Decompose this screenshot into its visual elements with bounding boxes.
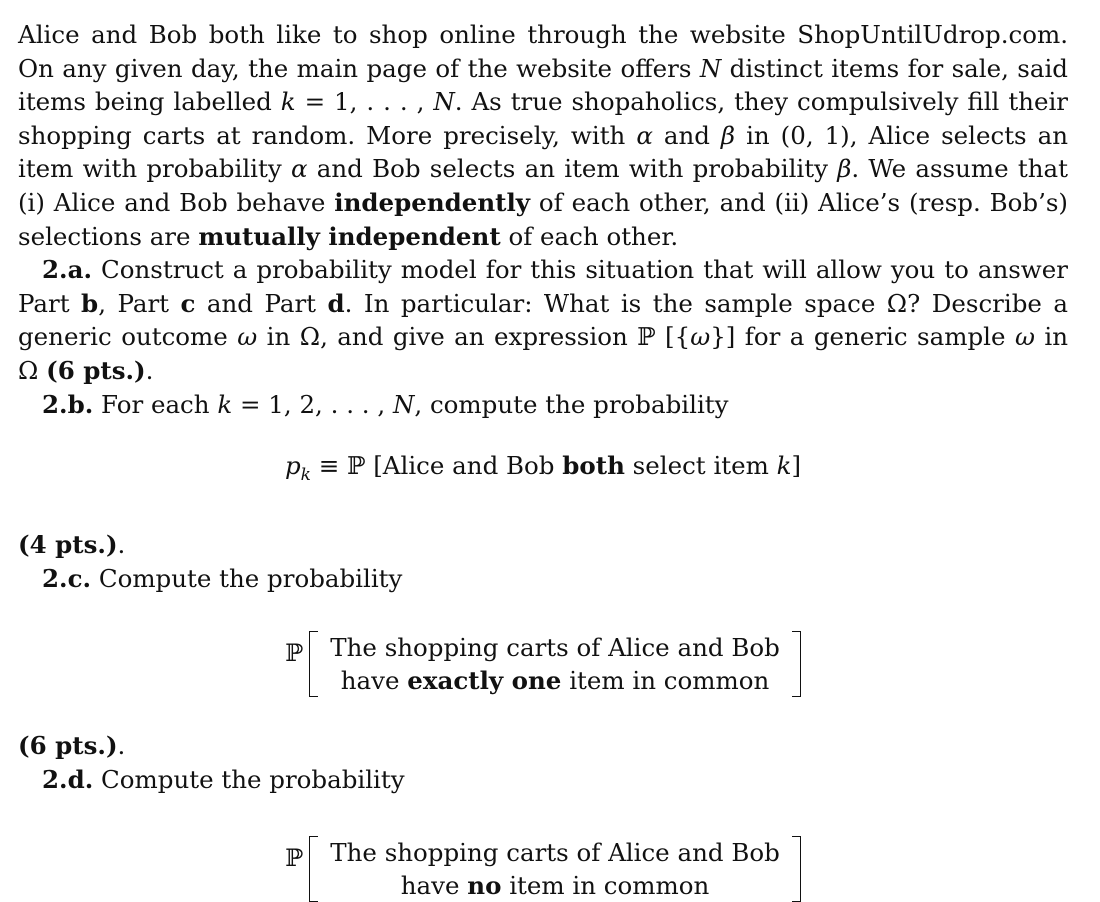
- display-text: ]: [791, 451, 802, 481]
- intro-text: . We assume that (i) Alice and Bob behave: [18, 154, 1068, 217]
- math-k-subscript: k: [300, 465, 311, 486]
- display-text: The shopping carts of Alice and Bob: [330, 633, 780, 663]
- right-bracket: [792, 631, 801, 697]
- prob-symbol: ℙ: [285, 844, 304, 873]
- intro-text: in (0, 1), Alice selects an item with probability: [18, 120, 1068, 184]
- points-c: [18, 729, 1068, 763]
- bracket-content: [318, 631, 791, 697]
- prob-symbol: ℙ: [285, 639, 304, 668]
- points: (4 pts.): [18, 530, 118, 560]
- intro-text: and: [652, 120, 721, 150]
- part-text: .: [117, 530, 126, 560]
- part-text: , Part: [98, 288, 181, 318]
- display-text: select item: [624, 451, 777, 481]
- display-text: have: [400, 871, 468, 901]
- intro-text: and Bob selects an item with probability: [307, 154, 838, 184]
- display-exactly-one: [18, 631, 1068, 697]
- intro-text: of each other, and (ii) Alice’s (resp. Bob’s) selections are: [18, 187, 1068, 251]
- part-text: in Ω, and give an expression ℙ [{: [257, 322, 691, 352]
- part-text: }] for a generic sample: [710, 322, 1015, 352]
- bold-term: no: [467, 871, 502, 901]
- display-text: ≡ ℙ [Alice and Bob: [310, 451, 563, 481]
- math-alpha: α: [636, 120, 653, 150]
- bold-term: c: [180, 288, 196, 318]
- display-text: The shopping carts of Alice and Bob: [330, 838, 780, 868]
- part-label: 2.b.: [42, 389, 94, 419]
- math-beta: β: [720, 120, 736, 150]
- math-alpha: α: [290, 154, 308, 184]
- points: (6 pts.): [46, 355, 146, 385]
- part-text: in Ω: [18, 322, 1069, 385]
- bracket-content: [318, 836, 791, 902]
- intro-paragraph: [18, 18, 1068, 253]
- part-text: . In particular: What is the sample space Ω? Describe a generic outcome: [18, 288, 1068, 352]
- part-text: Compute the probability: [93, 764, 405, 794]
- intro-text: = 1, . . . ,: [295, 87, 434, 117]
- math-omega: ω: [1014, 322, 1035, 352]
- display-text: item in common: [561, 666, 770, 696]
- math-k: k: [776, 451, 792, 481]
- part-c: [18, 562, 1068, 596]
- intro-text: distinct items for sale, said items being labelled: [18, 53, 1068, 117]
- part-text: Compute the probability: [91, 563, 403, 593]
- intro-text: . As true shopaholics, they compulsively fill their shopping carts at random. More precisely, with: [18, 87, 1068, 150]
- part-text: .: [145, 355, 154, 385]
- math-p: p: [284, 451, 301, 481]
- part-d: [18, 763, 1068, 797]
- math-N: N: [699, 53, 722, 83]
- display-pk: [18, 449, 1068, 492]
- display-no-item: [18, 836, 1068, 902]
- right-bracket: [792, 836, 801, 902]
- part-label: 2.c.: [42, 563, 92, 593]
- math-N: N: [392, 389, 415, 419]
- bold-term: d: [327, 288, 345, 318]
- part-text: .: [117, 731, 126, 761]
- bold-term: b: [81, 288, 99, 318]
- math-k: k: [280, 87, 296, 117]
- bold-term: mutually independent: [198, 221, 501, 251]
- part-label: 2.a.: [42, 255, 92, 285]
- bold-term: both: [562, 451, 625, 481]
- bold-term: independently: [334, 187, 531, 217]
- part-text: and Part: [195, 288, 328, 318]
- math-omega: ω: [690, 322, 711, 352]
- points-b: [18, 528, 1068, 562]
- part-label: 2.d.: [42, 764, 94, 794]
- math-N: N: [433, 87, 455, 117]
- part-text: Construct a probability model for this situation that will allow you to answer Part: [18, 255, 1068, 318]
- part-text: For each: [93, 389, 218, 419]
- part-text: = 1, 2, . . . ,: [232, 389, 393, 419]
- left-bracket: [309, 631, 318, 697]
- part-a: [18, 253, 1068, 387]
- display-text: item in common: [501, 871, 710, 901]
- points: (6 pts.): [18, 731, 118, 761]
- left-bracket: [309, 836, 318, 902]
- bold-term: exactly one: [407, 666, 562, 696]
- intro-text: Alice and Bob both like to shop online through the website ShopUntilUdrop.com. On any given day, the main page of the website offers: [18, 20, 1068, 83]
- math-k: k: [217, 389, 233, 419]
- math-beta: β: [837, 154, 852, 184]
- problem-document: [18, 18, 1068, 902]
- intro-text: of each other.: [500, 221, 679, 251]
- probability-bracket: [285, 836, 801, 902]
- part-text: , compute the probability: [414, 389, 729, 419]
- part-b: [18, 388, 1068, 422]
- display-text: have: [340, 666, 408, 696]
- probability-bracket: [285, 631, 801, 697]
- math-omega: ω: [237, 322, 258, 352]
